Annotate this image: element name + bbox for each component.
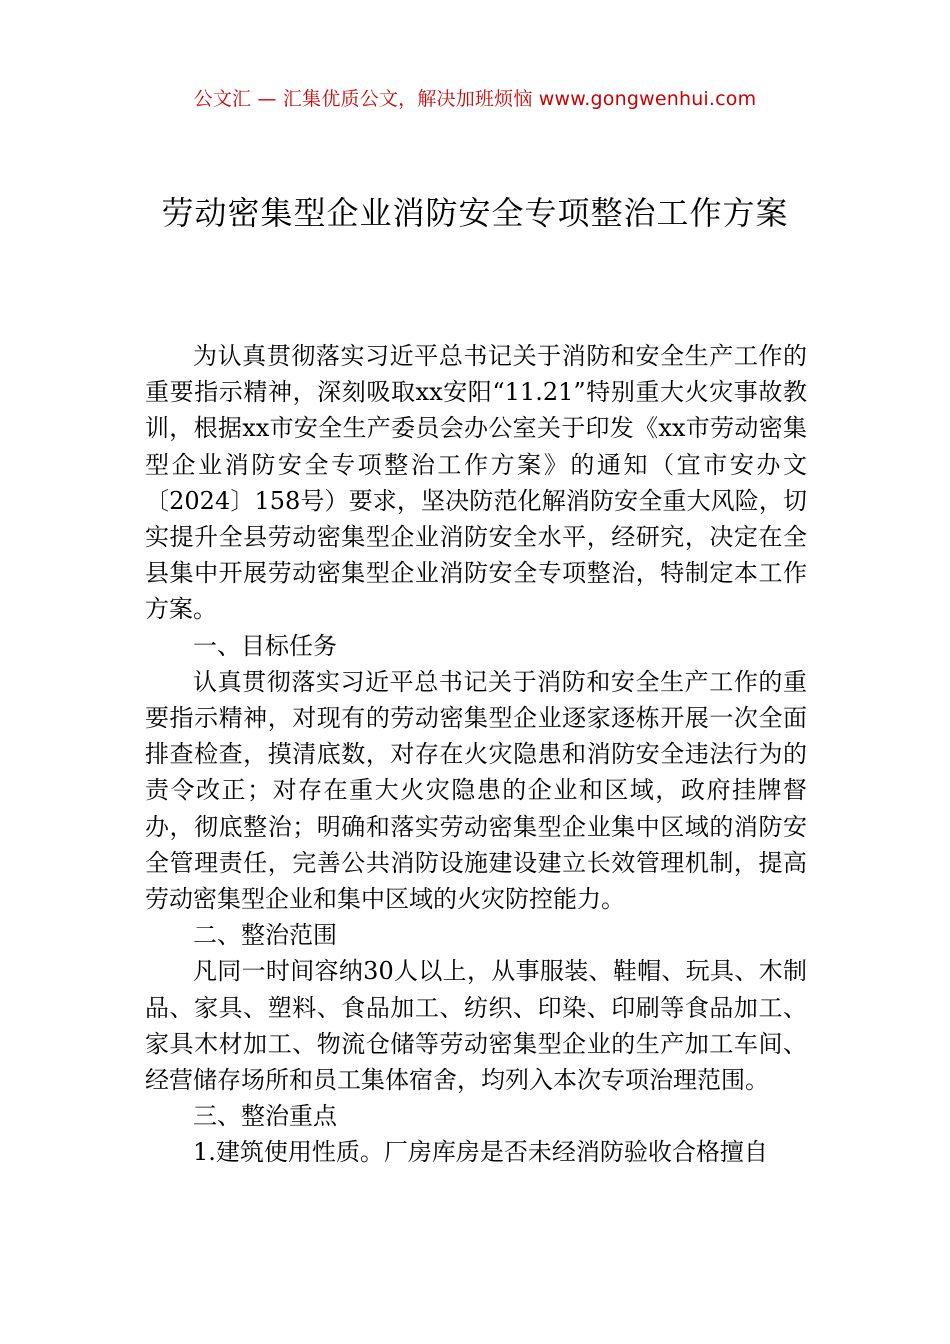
section-heading-scope: 二、整治范围 — [193, 921, 337, 950]
document-title: 劳动密集型企业消防安全专项整治工作方案 — [161, 194, 789, 232]
document-body — [145, 338, 807, 1171]
goals-paragraph: 认真贯彻落实习近平总书记关于消防和安全生产工作的重要指示精神，对现有的劳动密集型企业逐家逐栋开展一次全面排查检查，摸清底数，对存在火灾隐患和消防安全违法行为的责令改正；对存在重大火灾隐患的企业和区域，政府挂牌督办，彻底整治；明确和落实劳动密集型企业集中区域的消防安全管理责任，完善公共消防设施建设建立长效管理机制，提高劳动密集型企业和集中区域的火灾防控能力。 — [145, 667, 807, 914]
focus-item-paragraph: 1.建筑使用性质。厂房库房是否未经消防验收合格擅自 — [193, 1138, 768, 1167]
section-heading-goals: 一、目标任务 — [193, 631, 337, 660]
scope-paragraph: 凡同一时间容纳30人以上，从事服装、鞋帽、玩具、木制品、家具、塑料、食品加工、纺织、印染、印刷等食品加工、家具木材加工、物流仓储等劳动密集型企业的生产加工车间、经营储存场所和员工集体宿舍，均列入本次专项治理范围。 — [145, 957, 807, 1095]
site-header-banner: 公文汇 — 汇集优质公文，解决加班烦恼 www.gongwenhui.com — [193, 88, 757, 110]
section-heading-focus: 三、整治重点 — [193, 1102, 337, 1131]
intro-paragraph: 为认真贯彻落实习近平总书记关于消防和安全生产工作的重要指示精神，深刻吸取xx安阳“11.21”特别重大火灾事故教训，根据xx市安全生产委员会办公室关于印发《xx市劳动密集型企业消防安全专项整治工作方案》的通知（宜市安办文〔2024〕158号）要求，坚决防范化解消防安全重大风险，切实提升全县劳动密集型企业消防安全水平，经研究，决定在全县集中开展劳动密集型企业消防安全专项整治，特制定本工作方案。 — [145, 342, 807, 624]
